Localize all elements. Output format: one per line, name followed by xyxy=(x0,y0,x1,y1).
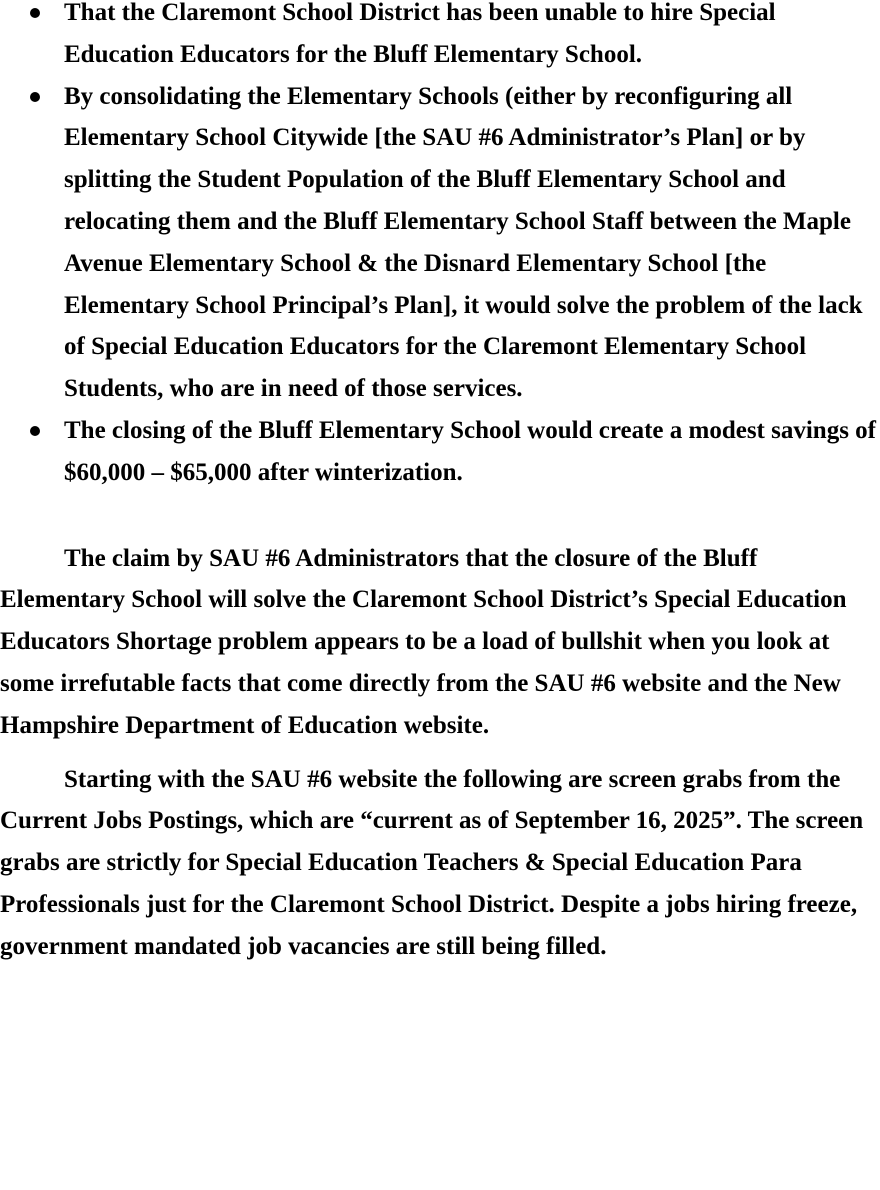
bullet-text: By consolidating the Elementary Schools (either by reconfiguring all Elementary School Citywide [the SAU #6 Administrator’s Plan] or by splitting the Student Population of the Bluff Elementary School and relocating them and the Bluff Elementary School Staff between the Maple Avenue Elementary School & the Disnard Elementary School [the Elementary School Principal’s Plan], it would solve the problem of the lack of Special Education Educators for the Claremont Elementary School Students, who are in need of those services. xyxy=(64,82,863,403)
body-paragraph: The claim by SAU #6 Administrators that the closure of the Bluff Elementary School will solve the Claremont School District’s Special Education Educators Shortage problem appears to be a load of bullshit when you look at some irrefutable facts that come directly from the SAU #6 website and the New Hampshire Department of Education website. xyxy=(0,544,847,739)
bullet-dot-icon xyxy=(30,426,40,436)
bullet-list xyxy=(0,0,880,494)
bullet-item xyxy=(0,410,880,494)
bullet-dot-icon xyxy=(30,92,40,102)
bullet-dot-icon xyxy=(30,8,40,18)
bullet-item xyxy=(0,76,880,410)
body-paragraph: Starting with the SAU #6 website the following are screen grabs from the Current Jobs Postings, which are “current as of September 16, 2025”. The screen grabs are strictly for Special Education Teachers & Special Education Para Professionals just for the Claremont School District. Despite a jobs hiring freeze, government mandated job vacancies are still being filled. xyxy=(0,765,864,960)
bullet-text: That the Claremont School District has been unable to hire Special Education Educators for the Bluff Elementary School. xyxy=(64,0,776,68)
bullet-item xyxy=(0,0,880,76)
bullet-text: The closing of the Bluff Elementary School would create a modest savings of $60,000 – $65,000 after winterization. xyxy=(64,416,877,486)
